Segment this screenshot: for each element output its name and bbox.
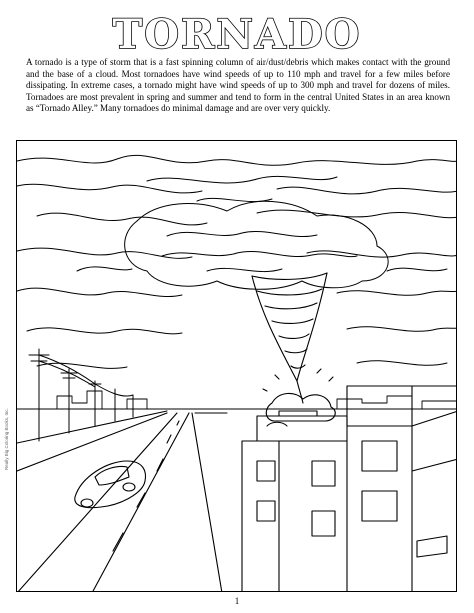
distant-city bbox=[17, 391, 457, 409]
tornado-funnel-icon bbox=[252, 273, 335, 421]
utility-pole-icon bbox=[29, 349, 133, 441]
intro-paragraph: A tornado is a type of storm that is a fast spinning column of air/dust/debris which makes contact with the ground and the base of a cloud. Most tornadoes have wind speeds of up to 110 mph and travel for a few miles before dissipating. In extreme cases, a tornado might have wind speeds of up to 300 mph and travel for dozens of miles. Tornadoes are most prevalent in spring and summer and tend to form in the central United States in an area known as “Tornado Alley.” Many tornadoes do minimal damage and are over very quickly. bbox=[26, 57, 450, 114]
storm-cloud-icon bbox=[17, 155, 457, 368]
page-number: 1 bbox=[234, 596, 240, 606]
car-icon bbox=[75, 461, 146, 508]
building-icon bbox=[242, 386, 457, 592]
page-title-text: TORNADO bbox=[112, 11, 362, 56]
tornado-illustration bbox=[16, 140, 457, 592]
page-title bbox=[0, 6, 474, 56]
side-credit: Really Big Coloring Books, Inc. bbox=[4, 408, 9, 470]
